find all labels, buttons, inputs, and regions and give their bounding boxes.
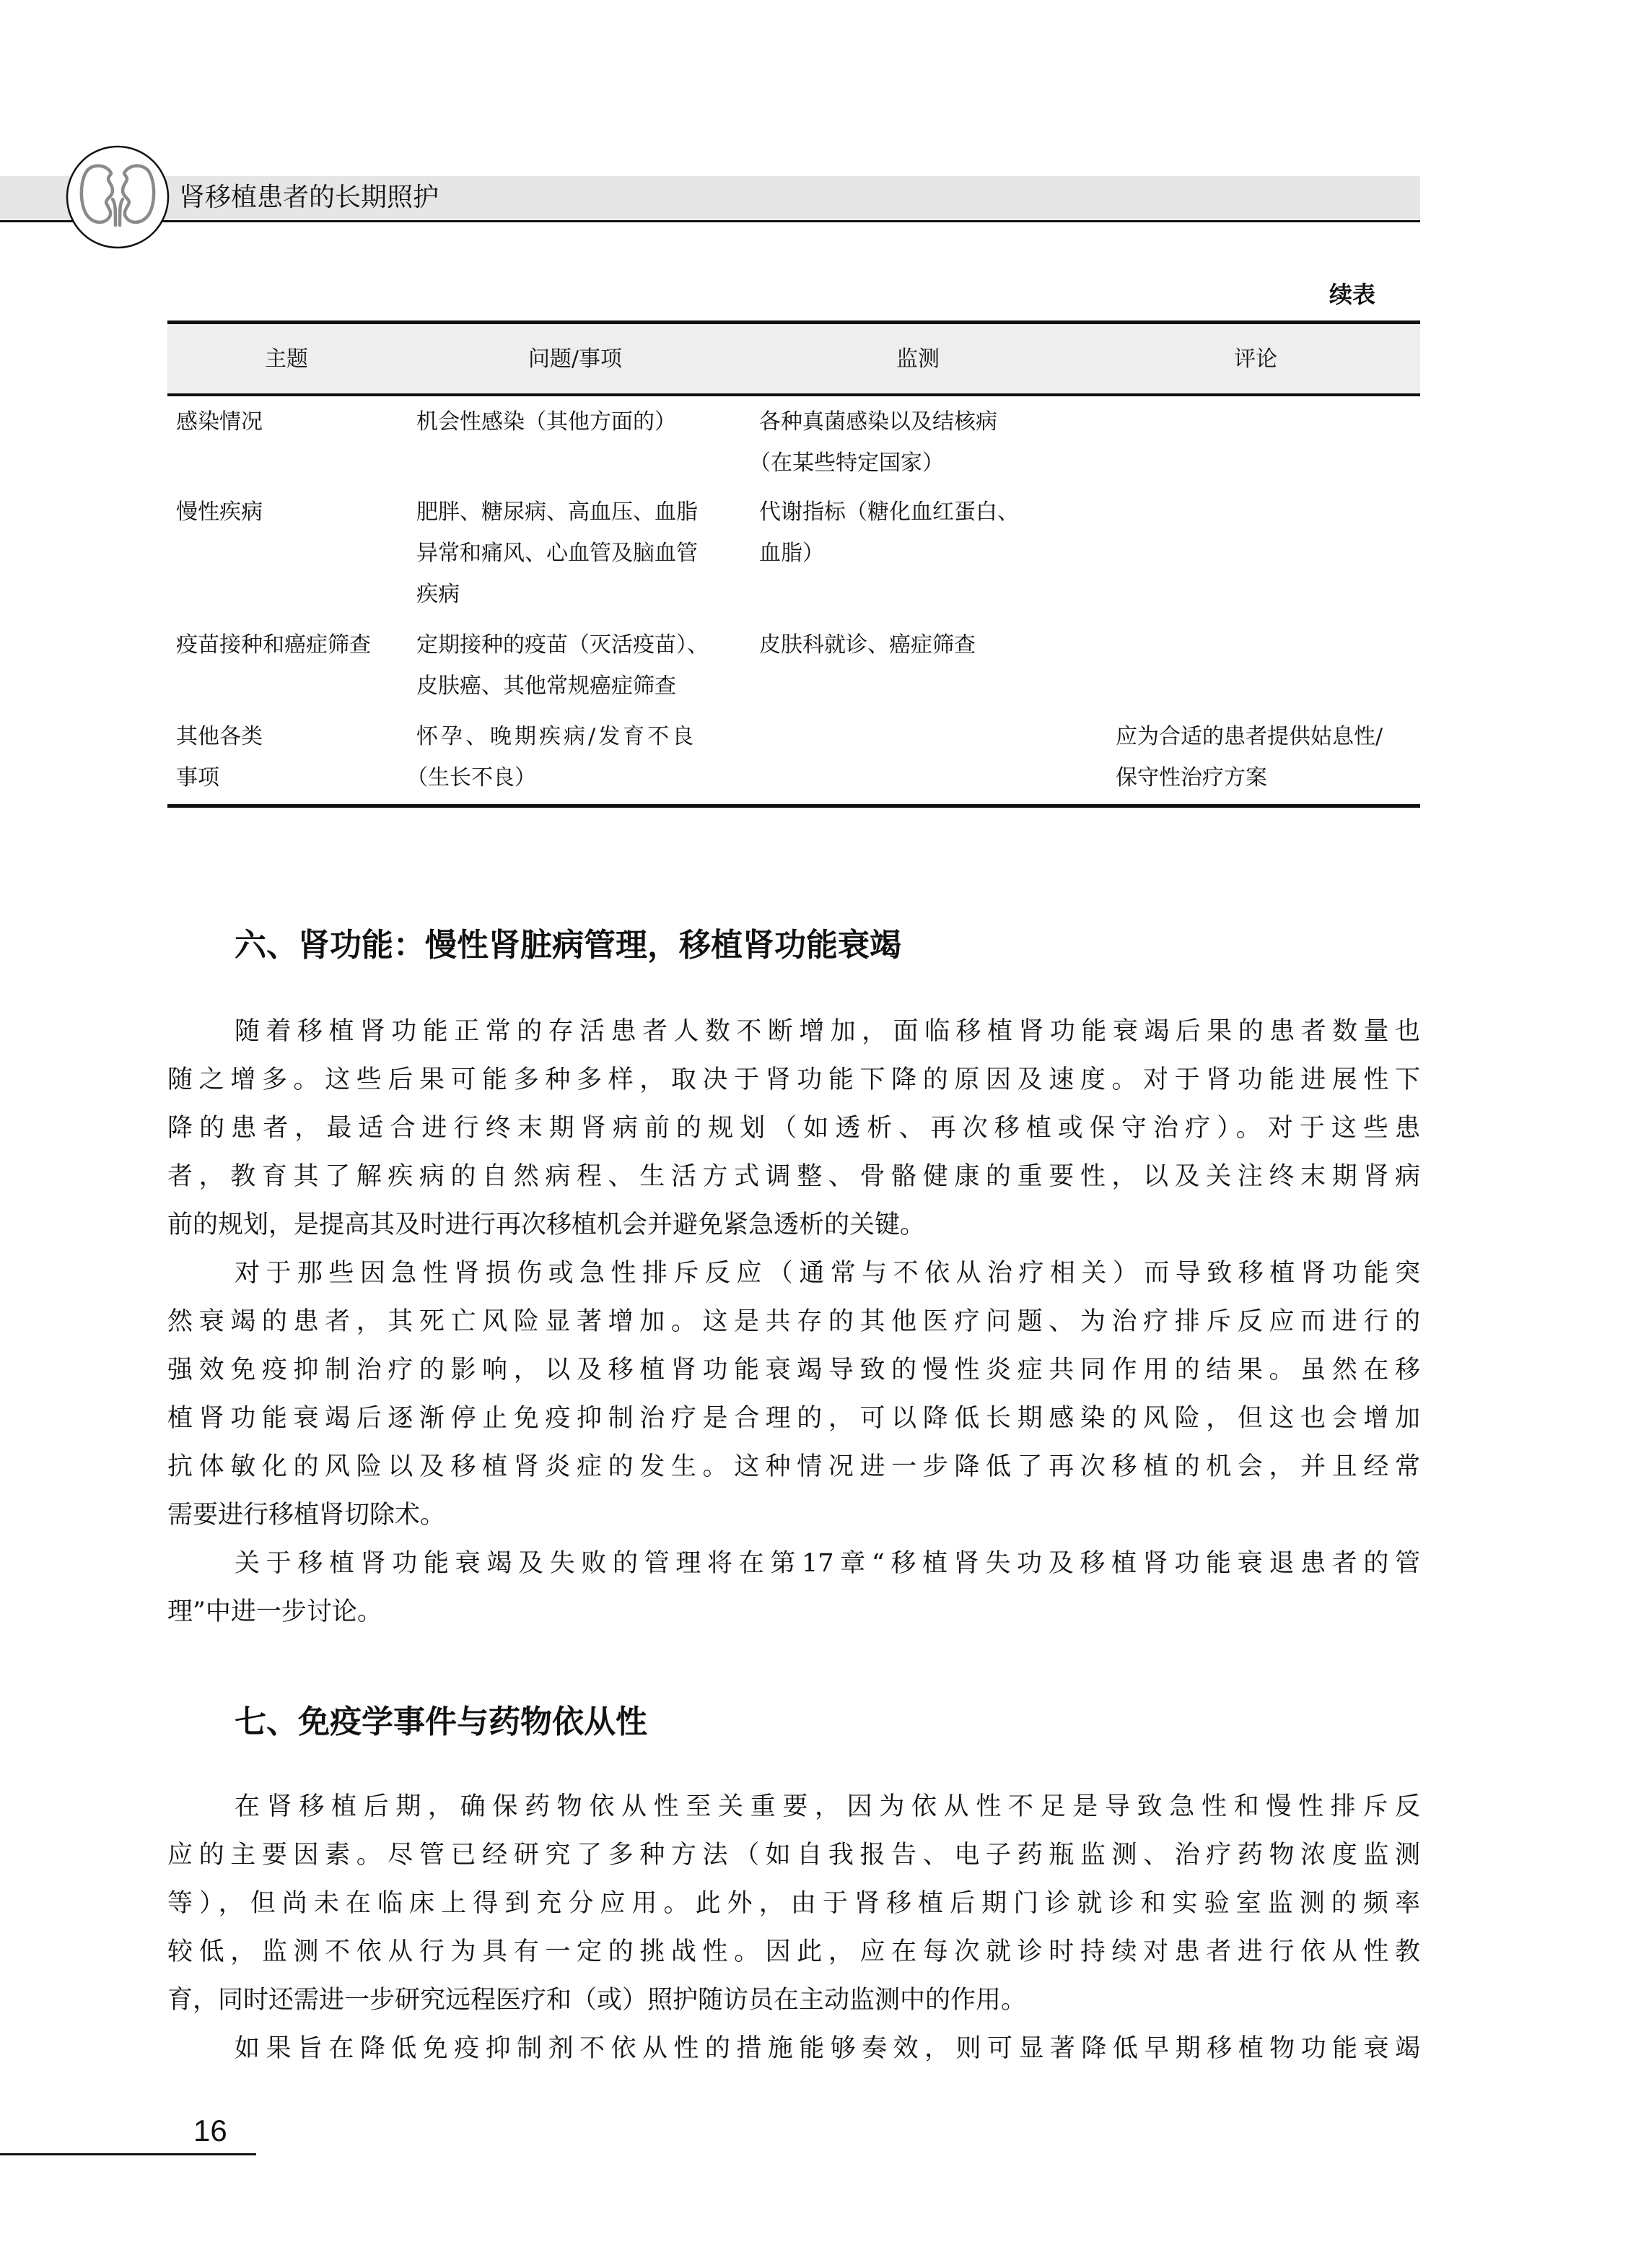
cell-line: 疫苗接种和癌症筛查 xyxy=(176,632,371,658)
paragraph-line: 然衰竭的患者，其死亡风险显著增加。这是共存的其他医疗问题、为治疗排斥反应而进行的 xyxy=(167,1307,1420,1336)
table-row-3-topic xyxy=(176,624,407,666)
section-heading-7: 七、免疫学事件与药物依从性 xyxy=(235,1704,647,1740)
paragraph xyxy=(167,1540,1420,1636)
paragraph-line: 等），但尚未在临床上得到充分应用。此外，由于肾移植后期门诊就诊和实验室监测的频率 xyxy=(167,1889,1420,1918)
table-row-3-issue xyxy=(416,624,756,707)
cell-line: 怀孕、晚期疾病/发育不良 xyxy=(416,724,697,749)
cell-line: 肥胖、糖尿病、高血压、血脂 xyxy=(416,500,698,525)
table-row-2-monitoring xyxy=(759,492,1098,574)
column-header-comment: 评论 xyxy=(1234,346,1277,372)
table-row-4-issue xyxy=(406,716,756,798)
paragraph xyxy=(167,1008,1420,1249)
cell-line: 疾病 xyxy=(416,582,460,607)
cell-line: 血脂） xyxy=(759,541,824,566)
cell-line: 定期接种的疫苗（灭活疫苗）、 xyxy=(416,632,709,658)
paragraph-line: 需要进行移植肾切除术。 xyxy=(167,1501,446,1530)
cell-line: 异常和痛风、心血管及脑血管 xyxy=(416,541,698,566)
paragraph-line: 植肾功能衰竭后逐渐停止免疫抑制治疗是合理的，可以降低长期感染的风险，但这也会增加 xyxy=(167,1404,1420,1433)
paragraph-line: 应的主要因素。尽管已经研究了多种方法（如自我报告、电子药瓶监测、治疗药物浓度监测 xyxy=(167,1841,1420,1870)
paragraph xyxy=(167,2025,1420,2073)
paragraph-line: 前的规划，是提高其及时进行再次移植机会并避免紧急透析的关键。 xyxy=(167,1211,926,1239)
paragraph-line: 对于那些因急性肾损伤或急性排斥反应（通常与不依从治疗相关）而导致移植肾功能突 xyxy=(235,1259,1420,1288)
cell-line: 感染情况 xyxy=(176,409,263,435)
cell-line: 应为合适的患者提供姑息性/ xyxy=(1116,724,1383,749)
table-row-2-topic xyxy=(176,492,407,533)
cell-line: （在某些特定国家） xyxy=(749,450,944,476)
table-row-1-issue xyxy=(416,401,756,442)
table-bottom-rule xyxy=(167,804,1420,808)
paragraph-line: 育，同时还需进一步研究远程医疗和（或）照护随访员在主动监测中的作用。 xyxy=(167,1986,1027,2015)
paragraph-line: 降的患者，最适合进行终末期肾病前的规划（如透析、再次移植或保守治疗）。对于这些患 xyxy=(167,1114,1420,1143)
paragraph-line: 随着移植肾功能正常的存活患者人数不断增加，面临移植肾功能衰竭后果的患者数量也 xyxy=(235,1017,1420,1046)
section-heading-6: 六、肾功能：慢性肾脏病管理，移植肾功能衰竭 xyxy=(235,927,901,964)
column-header-issue: 问题/事项 xyxy=(528,346,623,372)
cell-line: 保守性治疗方案 xyxy=(1116,765,1267,790)
column-header-topic: 主题 xyxy=(265,346,308,372)
table-continued-label: 续表 xyxy=(1329,281,1375,308)
paragraph xyxy=(167,1249,1420,1540)
table-row-1-topic xyxy=(176,401,407,442)
cell-line: 各种真菌感染以及结核病 xyxy=(759,409,997,435)
table-header-rule xyxy=(167,393,1420,396)
cell-line: （生长不良） xyxy=(406,765,536,790)
paragraph-line: 如果旨在降低免疫抑制剂不依从性的措施能够奏效，则可显著降低早期移植物功能衰竭 xyxy=(235,2034,1420,2063)
table-row-2-issue xyxy=(416,492,756,615)
paragraph-line: 强效免疫抑制治疗的影响，以及移植肾功能衰竭导致的慢性炎症共同作用的结果。虽然在移 xyxy=(167,1356,1420,1384)
cell-line: 皮肤癌、其他常规癌症筛查 xyxy=(416,673,676,699)
paragraph-line: 者，教育其了解疾病的自然病程、生活方式调整、骨骼健康的重要性，以及关注终末期肾病 xyxy=(167,1162,1420,1191)
paragraph-line: 抗体敏化的风险以及移植肾炎症的发生。这种情况进一步降低了再次移植的机会，并且经常 xyxy=(167,1452,1420,1481)
cell-line: 事项 xyxy=(176,765,219,790)
cell-line: 代谢指标（糖化血红蛋白、 xyxy=(759,500,1019,525)
table-row-1-monitoring xyxy=(749,401,1098,484)
kidneys-icon xyxy=(65,144,170,250)
paragraph-line: 关于移植肾功能衰竭及失败的管理将在第17章“移植肾失功及移植肾功能衰退患者的管 xyxy=(235,1549,1420,1578)
paragraph-line: 在肾移植后期，确保药物依从性至关重要，因为依从性不足是导致急性和慢性排斥反 xyxy=(235,1792,1420,1821)
paragraph-line: 较低，监测不依从行为具有一定的挑战性。因此，应在每次就诊时持续对患者进行依从性教 xyxy=(167,1937,1420,1966)
page-number: 16 xyxy=(193,2114,227,2147)
table-row-4-topic xyxy=(176,716,407,798)
table-row-4-comment xyxy=(1116,716,1419,798)
cell-line: 机会性感染（其他方面的） xyxy=(416,409,676,435)
cell-line: 慢性疾病 xyxy=(176,500,263,525)
paragraph-line: 理”中进一步讨论。 xyxy=(167,1597,382,1626)
paragraph xyxy=(167,1783,1420,2025)
table-row-3-monitoring xyxy=(759,624,1098,666)
running-header-rule xyxy=(0,220,1420,222)
column-header-monitoring: 监测 xyxy=(896,346,940,372)
cell-line: 其他各类 xyxy=(176,724,263,749)
paragraph-line: 随之增多。这些后果可能多种多样，取决于肾功能下降的原因及速度。对于肾功能进展性下 xyxy=(167,1065,1420,1094)
running-header-title: 肾移植患者的长期照护 xyxy=(179,183,439,212)
cell-line: 皮肤科就诊、癌症筛查 xyxy=(759,632,976,658)
footer-rule xyxy=(0,2153,256,2155)
